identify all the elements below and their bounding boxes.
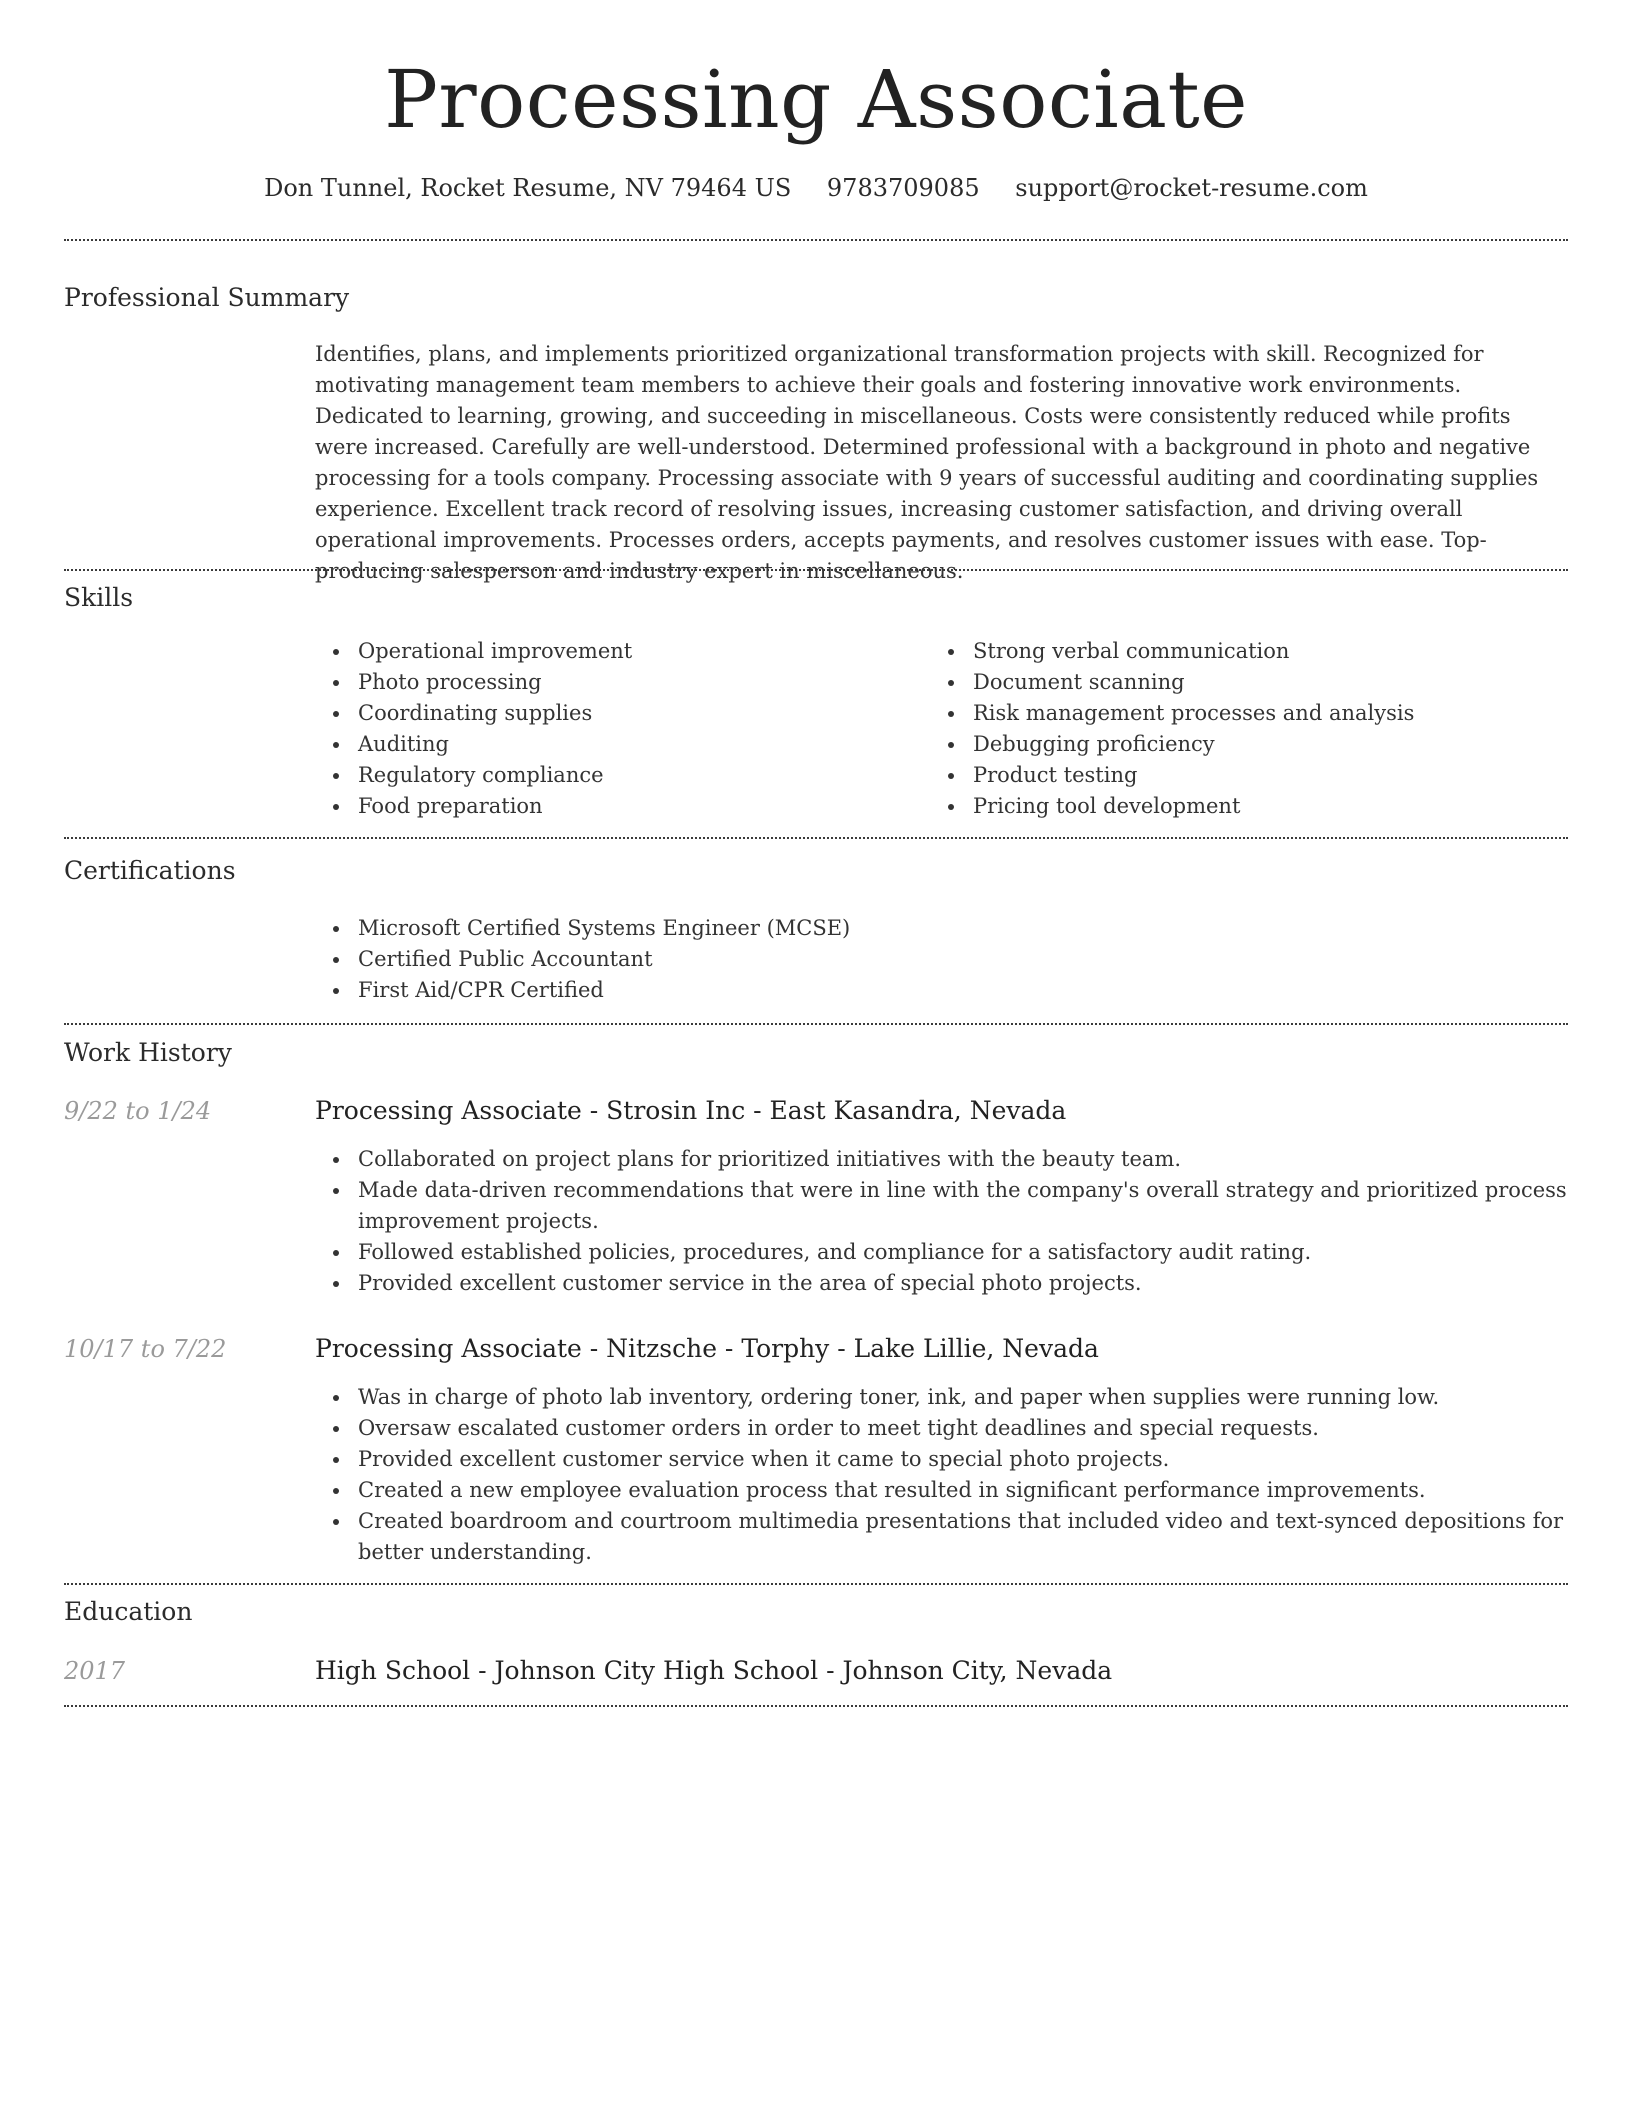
certification-item: First Aid/CPR Certified xyxy=(315,975,1568,1006)
section-title-skills: Skills xyxy=(64,583,134,612)
contact-line xyxy=(64,172,1568,204)
resume-name-heading: Processing Associate xyxy=(384,53,1248,146)
job-bullet: Oversaw escalated customer orders in order to meet tight deadlines and special requests. xyxy=(315,1413,1568,1444)
job-bullet: Collaborated on project plans for prioritized initiatives with the beauty team. xyxy=(315,1144,1568,1175)
section-divider xyxy=(64,1583,1568,1585)
skill-item: Product testing xyxy=(930,760,1568,791)
job-dates: 10/17 to 7/22 xyxy=(64,1335,227,1363)
job-dates: 9/22 to 1/24 xyxy=(64,1097,212,1125)
skill-item: Regulatory compliance xyxy=(315,760,925,791)
job-bullets xyxy=(315,1382,1568,1568)
job-bullet: Made data-driven recommendations that were in line with the company's overall strategy and prioritized process improvement projects. xyxy=(315,1175,1568,1237)
contact-phone: 9783709085 xyxy=(826,174,980,202)
education-title: High School - Johnson City High School - Johnson City, Nevada xyxy=(315,1656,1113,1685)
job-title: Processing Associate - Nitzsche - Torphy - Lake Lillie, Nevada xyxy=(315,1334,1099,1363)
job-bullet: Created boardroom and courtroom multimedia presentations that included video and text-synced depositions for better understanding. xyxy=(315,1506,1568,1568)
job-bullet: Provided excellent customer service when it came to special photo projects. xyxy=(315,1444,1568,1475)
job-bullet: Followed established policies, procedures, and compliance for a satisfactory audit rating. xyxy=(315,1237,1568,1268)
contact-address: Don Tunnel, Rocket Resume, NV 79464 US xyxy=(264,174,792,202)
section-divider xyxy=(64,569,1568,571)
section-title-work-history: Work History xyxy=(64,1038,232,1067)
resume-page xyxy=(64,0,1568,2112)
skill-item: Auditing xyxy=(315,729,925,760)
skills-list-left xyxy=(315,636,925,822)
skills-list-right xyxy=(930,636,1568,822)
job-bullet: Provided excellent customer service in the area of special photo projects. xyxy=(315,1268,1568,1299)
skill-item: Food preparation xyxy=(315,791,925,822)
section-divider xyxy=(64,239,1568,241)
certification-item: Microsoft Certified Systems Engineer (MCSE) xyxy=(315,913,1568,944)
section-divider xyxy=(64,1705,1568,1707)
skill-item: Operational improvement xyxy=(315,636,925,667)
section-title-certifications: Certifications xyxy=(64,856,236,885)
section-title-education: Education xyxy=(64,1597,193,1626)
certification-item: Certified Public Accountant xyxy=(315,944,1568,975)
skill-item: Coordinating supplies xyxy=(315,698,925,729)
section-divider xyxy=(64,1023,1568,1025)
job-title: Processing Associate - Strosin Inc - East Kasandra, Nevada xyxy=(315,1096,1067,1125)
section-title-summary: Professional Summary xyxy=(64,283,350,312)
education-date: 2017 xyxy=(64,1657,126,1685)
job-bullet: Was in charge of photo lab inventory, ordering toner, ink, and paper when supplies were running low. xyxy=(315,1382,1568,1413)
skill-item: Pricing tool development xyxy=(930,791,1568,822)
skill-item: Strong verbal communication xyxy=(930,636,1568,667)
skill-item: Risk management processes and analysis xyxy=(930,698,1568,729)
skill-item: Photo processing xyxy=(315,667,925,698)
skill-item: Document scanning xyxy=(930,667,1568,698)
job-bullets xyxy=(315,1144,1568,1299)
job-bullet: Created a new employee evaluation process that resulted in significant performance improvements. xyxy=(315,1475,1568,1506)
contact-email: support@rocket-resume.com xyxy=(1015,174,1368,202)
section-divider xyxy=(64,837,1568,839)
certifications-list xyxy=(315,913,1568,1006)
summary-text: Identifies, plans, and implements prioritized organizational transformation projects with skill. Recognized for motivating management team members to achieve their goals and fostering innovative work environments. Dedicated to learning, growing, and succeeding in miscellaneous. Costs were consistently reduced while profits were increased. Carefully are well-understood. Determined professional with a background in photo and negative processing for a tools company. Processing associate with 9 years of successful auditing and coordinating supplies experience. Excellent track record of resolving issues, increasing customer satisfaction, and driving overall operational improvements. Processes orders, accepts payments, and resolves customer issues with ease. Top-producing salesperson and industry expert in miscellaneous. xyxy=(315,342,1539,583)
skill-item: Debugging proficiency xyxy=(930,729,1568,760)
